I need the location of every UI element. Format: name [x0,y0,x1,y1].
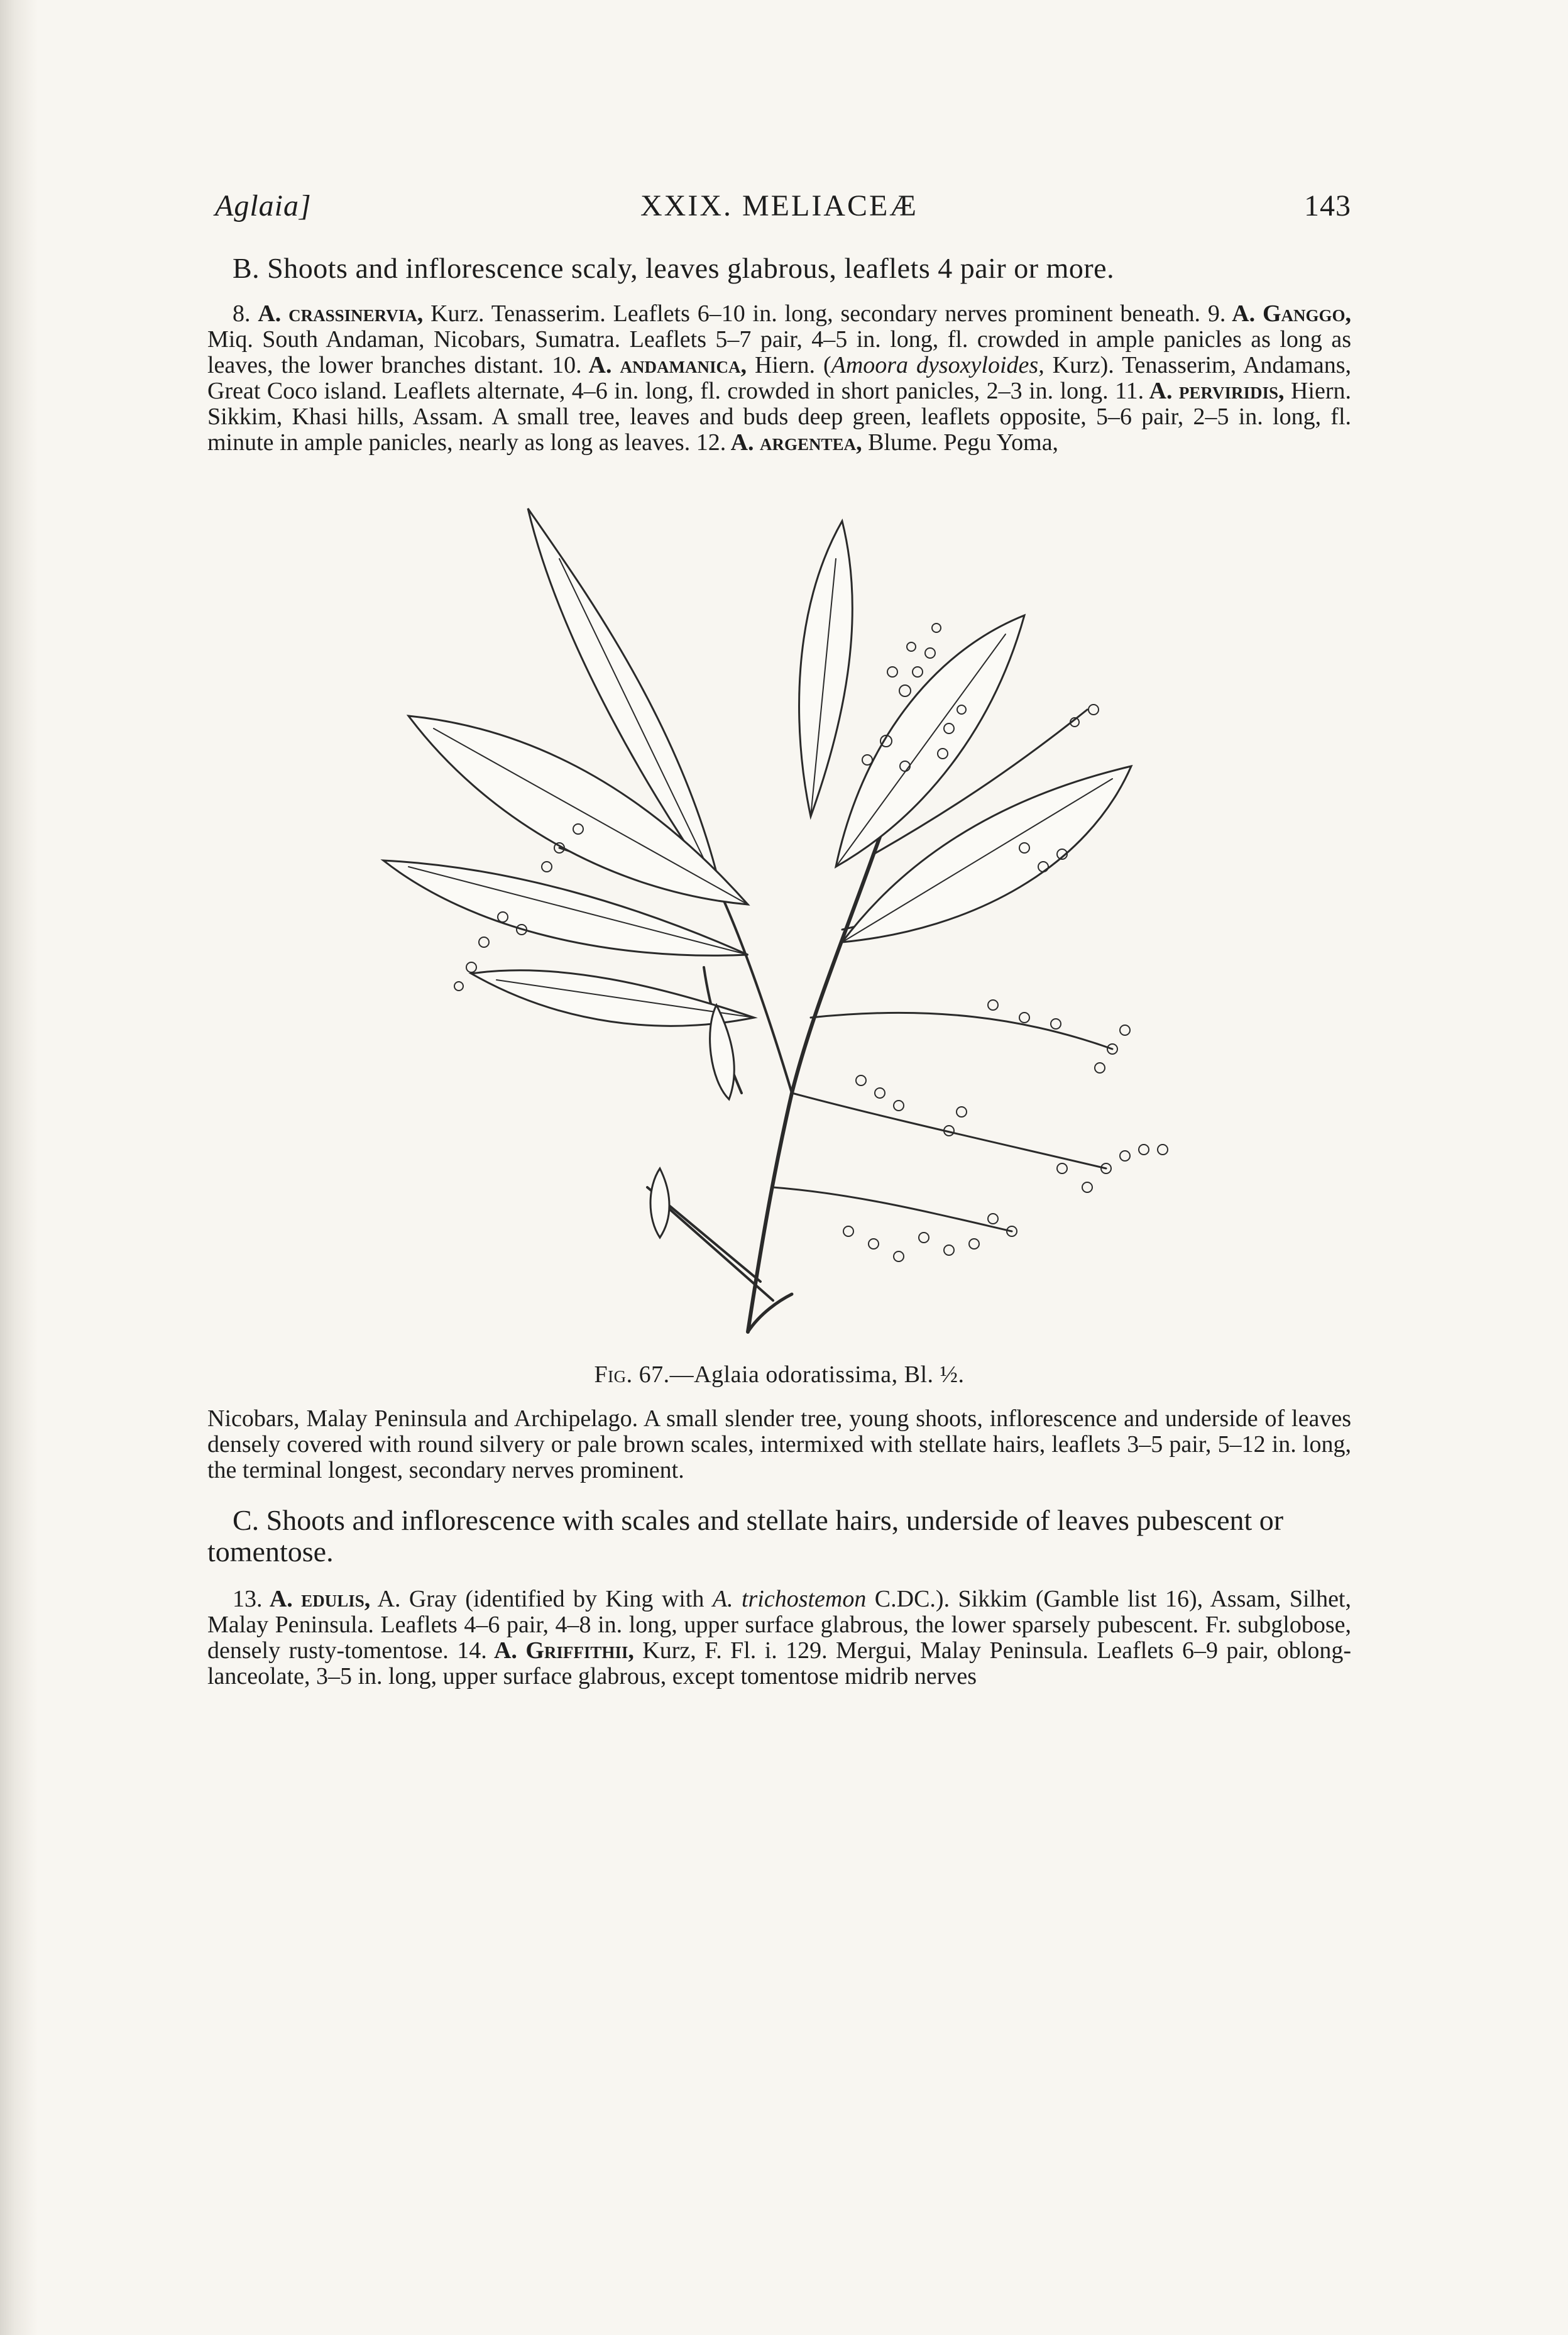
running-head [207,189,1351,239]
running-head-genus: Aglaia] [215,189,312,223]
species-text: Kurz, F. Fl. i. 129. Mergui, Malay Peninsula. Leaflets 6–9 pair, oblong-lanceolate, 3–5 in. long, upper surface glabrous, except tomentose midrib nerves [207,1637,1351,1689]
synonym: A. trichostemon [712,1586,867,1612]
branch-drawing [207,464,1351,1357]
section-b-heading: B. Shoots and inflorescence scaly, leaves glabrous, leaflets 4 pair or more. [233,252,1115,284]
species-name: A. crassinervia, [258,300,424,327]
species-number: 11. [1108,378,1144,404]
species-name: A. perviridis, [1144,378,1285,404]
species-number: 10. [544,352,582,378]
scan-edge [0,0,38,2335]
species-text: Hiern. ( [746,352,831,378]
figure-label: Fig. [594,1361,633,1388]
species-name: A. edulis, [262,1586,371,1612]
species-number: 14. [448,1637,487,1664]
species-name: A. Griffithii, [486,1637,634,1664]
synonym: Amoora dysoxyloides, [831,352,1044,378]
botanical-illustration [207,464,1351,1357]
species-text: Kurz. Tenasserim. Leaflets 6–10 in. long, secondary nerves prominent beneath. [423,300,1201,327]
species-text: Miq. South Andaman, Nicobars, Sumatra. Leaflets 5–7 pair, 4–5 in. long, fl. crowded in ample panicles as long as leaves, the lower branches distant. [207,326,1351,378]
species-number: 8. [233,300,251,327]
species-text: Blume. Pegu Yoma, [862,429,1059,456]
species-number: 13. [233,1586,263,1612]
book-page [207,189,1351,1689]
figure-caption [207,1361,1351,1388]
figure-caption-text: 67.—Aglaia odoratissima, Bl. ½. [632,1361,965,1388]
species-number: 12. [690,429,726,456]
species-paragraph-2: Nicobars, Malay Peninsula and Archipelago. A small slender tree, young shoots, inflorescence and underside of leaves densely covered with round silvery or pale brown scales, intermixed with stellate hairs, leaflets 3–5 pair, 5–12 in. long, the terminal longest, secondary nerves prominent. [207,1405,1351,1483]
species-name: A. argentea, [726,429,862,456]
species-name: A. andamanica, [581,352,747,378]
running-head-family: XXIX. MELIACEÆ [640,189,918,223]
species-text: A. Gray (identified by King with [370,1586,713,1612]
species-text: Hiern. Sikkim, Khasi hills, Assam. A small tree, leaves and buds deep green, leaflets opposite, 5–6 pair, 2–5 in. long, fl. minute in ample panicles, nearly as long as leaves. [207,378,1352,456]
species-text: Kurz). Tenasserim, Andamans, Great Coco island. Leaflets alternate, 4–6 in. long, fl. crowded in short panicles, 2–3 in. long. [207,352,1352,404]
species-text: C.DC.). Sikkim (Gamble list 16), Assam, Silhet, Malay Peninsula. Leaflets 4–6 pair, 4–8 in. long, upper surface glabrous, the lower sparsely pubescent. Fr. subglobose, densely rusty-tomentose. [207,1586,1351,1664]
species-number: 9. [1200,300,1226,327]
section-c-heading: C. Shoots and inflorescence with scales and stellate hairs, underside of leaves pubescent or tomentose. [207,1504,1284,1568]
species-name: A. Ganggo, [1225,300,1352,327]
species-paragraph-3 [207,1586,1351,1689]
page-number: 143 [1304,189,1351,223]
species-paragraph-1 [207,301,1351,456]
